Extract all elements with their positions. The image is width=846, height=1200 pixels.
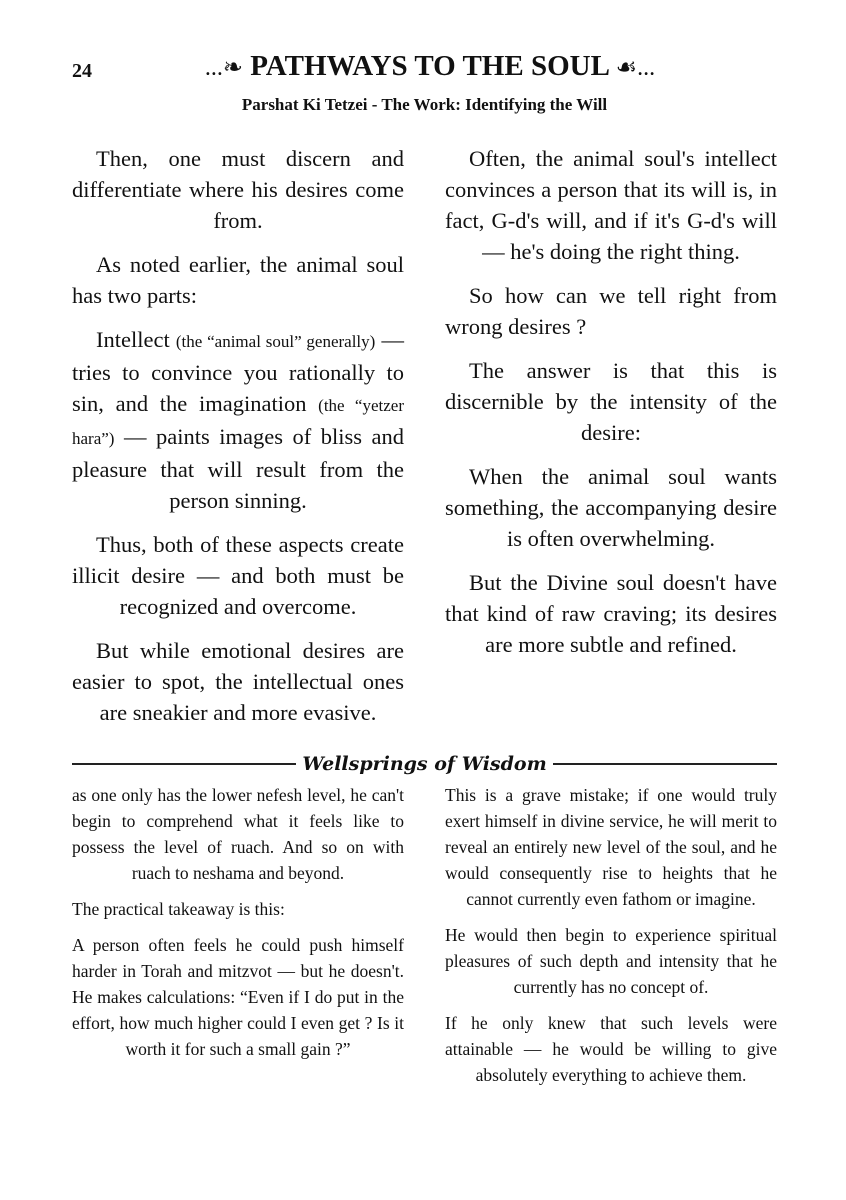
running-title [130,50,730,83]
paragraph: Often, the animal soul's intellect convinces a person that its will is, in fact, G-d's will, and if it's G-d's will — he's doing the right thing. [445,146,777,264]
paragraph [72,324,404,516]
paragraph: A person often feels he could push himself harder in Torah and mitzvot — but he doesn't. He makes calculations: “Even if I do put in the effort, how much higher could I even get ? Is it worth it for such a small gain ?” [72,935,404,1059]
book-title: PATHWAYS TO THE SOUL [250,50,609,82]
divider-line [553,763,777,765]
text: — paints images of bliss and pleasure that will result from the person sinning. [72,424,404,513]
paragraph: Thus, both of these aspects create illicit desire — and both must be recognized and overcome. [72,532,404,619]
upper-left-column [72,143,404,741]
ornament-left-icon: ...❧ [204,55,243,81]
text: — tries to convince you rationally to sin, and the imagination [72,327,405,416]
aside: (the “yetzer hara”) [72,396,404,448]
text: Intellect [96,327,176,352]
paragraph: as one only has the lower nefesh level, he can't begin to comprehend what it feels like to possess the level of ruach. And so on with ruach to neshama and beyond. [72,785,404,883]
section-divider [72,752,777,776]
paragraph: The answer is that this is discernible by the intensity of the desire: [445,358,777,445]
paragraph: As noted earlier, the animal soul has two parts: [72,252,404,308]
lower-left-column [72,782,404,1072]
paragraph: The practical takeaway is this: [72,899,285,919]
ornament-right-icon: ☙... [615,55,656,81]
divider-title: Wellsprings of Wisdom [302,753,547,775]
lower-right-column [445,782,777,1098]
aside: (the “animal soul” generally) [175,332,376,351]
paragraph: This is a grave mistake; if one would truly exert himself in divine service, he will merit to reveal an entirely new level of the soul, and he would consequently rise to heights that he cannot currently even fathom or imagine. [445,785,777,909]
page-number: 24 [72,60,92,82]
upper-right-column [445,143,777,673]
divider-line [72,763,296,765]
paragraph: When the animal soul wants something, the accompanying desire is often overwhelming. [445,464,777,551]
paragraph: If he only knew that such levels were attainable — he would be willing to give absolutely everything to achieve them. [445,1013,777,1085]
paragraph: Then, one must discern and differentiate where his desires come from. [72,146,404,233]
paragraph: But while emotional desires are easier to spot, the intellectual ones are sneakier and more evasive. [72,638,404,725]
paragraph: But the Divine soul doesn't have that kind of raw craving; its desires are more subtle and refined. [445,570,777,657]
chapter-subtitle: Parshat Ki Tetzei - The Work: Identifying the Will [241,95,608,114]
paragraph: So how can we tell right from wrong desires ? [445,283,777,339]
paragraph: He would then begin to experience spiritual pleasures of such depth and intensity that he currently has no concept of. [445,925,777,997]
